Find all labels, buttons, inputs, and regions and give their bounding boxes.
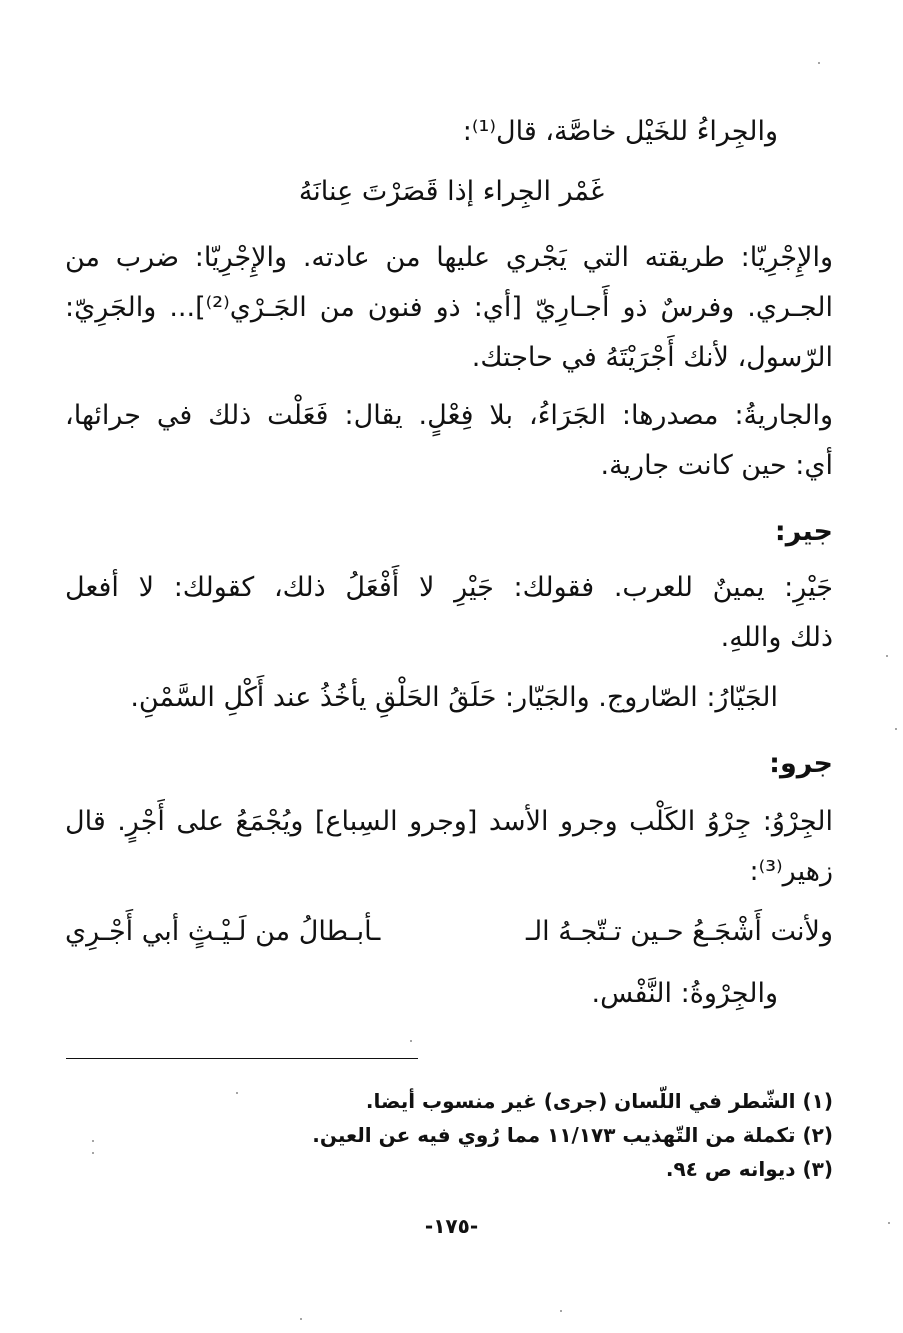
- scan-speck: [410, 1040, 412, 1042]
- scan-speck: [300, 1318, 302, 1320]
- scan-speck: [818, 62, 820, 64]
- scan-speck: [886, 655, 888, 657]
- paragraph-jirw-line1: الجِرْوُ: جِرْوُ الكَلْب وجرو الأسد [وجرو السِباع] ويُجْمَعُ على أَجْرٍ. قال: [65, 806, 833, 837]
- footnote-2: (٢) تكملة من التّهذيب ١١/١٧٣ مما رُوي فيه عن العين.: [312, 1123, 833, 1147]
- paragraph-jira: والجِراءُ للخَيْل خاصَّة، قال⁽¹⁾:: [462, 116, 778, 147]
- paragraph-jariya-line2: أي: حين كانت جارية.: [600, 450, 833, 481]
- scan-speck: [92, 1140, 94, 1142]
- footnote-divider: [66, 1058, 418, 1059]
- entry-heading-jir: جير:: [774, 516, 833, 547]
- verse-first-hemistich: ولأنت أَشْجَـعُ حـين تـتّجـهُ الـ: [526, 916, 833, 947]
- verse-second-hemistich: ـأبـطالُ من لَـيْـثٍ أبي أَجْـرِي: [65, 916, 381, 947]
- paragraph-jirw-line2: زهير⁽³⁾:: [749, 856, 833, 887]
- scan-speck: [236, 1092, 238, 1094]
- scan-speck: [560, 1310, 562, 1312]
- footnote-1: (١) الشّطر في اللّسان (جرى) غير منسوب أيضا.: [365, 1089, 833, 1113]
- paragraph-jariya-line1: والجاريةُ: مصدرها: الجَرَاءُ، بلا فِعْلٍ. يقال: فَعَلْت ذلك في جرائها،: [65, 400, 833, 431]
- paragraph-jayri-line1: جَيْرِ: يمينٌ للعرب. فقولك: جَيْرِ لا أَفْعَلُ ذلك، كقولك: لا أفعل: [65, 572, 833, 603]
- paragraph-ijriya-line2: الجـري. وفرسٌ ذو أَجـارِيّ [أي: ذو فنون من الجَـرْي⁽²⁾]... والجَرِيّ:: [65, 292, 833, 323]
- entry-heading-jrw: جرو:: [769, 748, 833, 779]
- paragraph-ijriya-line1: والإِجْرِيّا: طريقته التي يَجْري عليها من عادته. والإِجْرِيّا: ضرب من: [65, 242, 833, 273]
- paragraph-jayri-line2: ذلك واللهِ.: [720, 622, 833, 653]
- verse-line: غَمْر الجِراء إذا قَصَرْتَ عِنانَهُ: [298, 176, 605, 207]
- paragraph-ijriya-line3: الرّسول، لأنك أَجْرَيْتَهُ في حاجتك.: [471, 342, 833, 373]
- paragraph-jayyar: الجَيّارُ: الصّاروج. والجَيّار: حَلَقُ الحَلْقِ يأخُذُ عند أَكْلِ السَّمْنِ.: [130, 682, 778, 713]
- scan-speck: [888, 1222, 890, 1224]
- verse-zuhayr: [65, 912, 833, 952]
- paragraph-jirwa: والجِرْوةُ: النَّفْس.: [591, 978, 778, 1009]
- page-number: -١٧٥-: [424, 1214, 479, 1238]
- scan-speck: [895, 728, 897, 730]
- scan-speck: [92, 1152, 94, 1154]
- footnote-3: (٣) ديوانه ص ٩٤.: [665, 1157, 833, 1181]
